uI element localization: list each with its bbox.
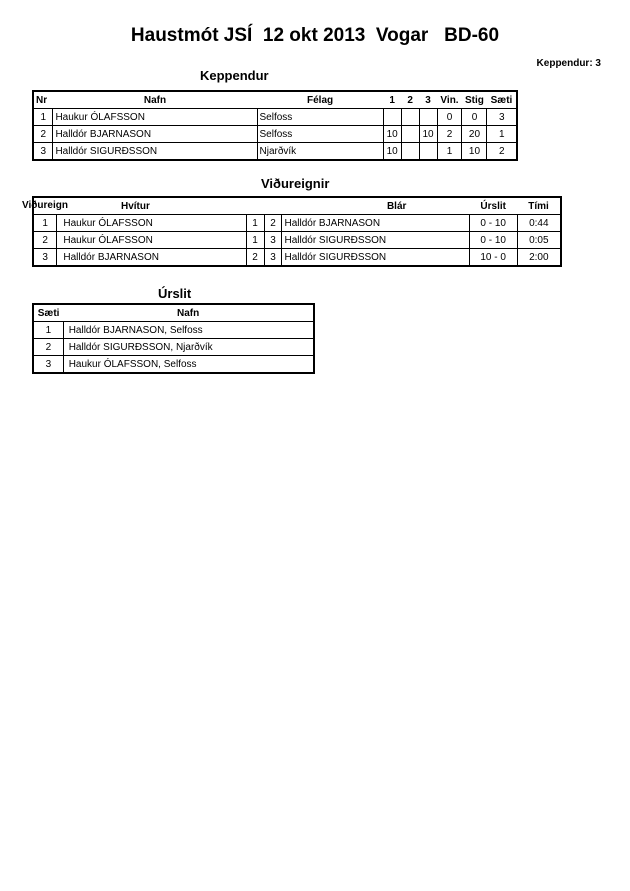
player-round-3: 10: [419, 126, 437, 143]
player-place: 1: [487, 126, 517, 143]
result-rank: 3: [33, 356, 63, 374]
game-result: 0 - 10: [469, 232, 517, 249]
col-header-club: Félag: [307, 94, 334, 106]
col-header-match-label: Viðureign: [22, 200, 68, 211]
results-table: [32, 303, 315, 374]
game-time: 2:00: [517, 249, 561, 267]
player-wins: 1: [437, 143, 462, 161]
player-nr: 3: [33, 143, 53, 161]
player-round-1: 10: [383, 143, 401, 161]
col-header-nr: Nr: [36, 94, 48, 106]
result-name: Halldór BJARNASON, Selfoss: [63, 322, 314, 339]
blue-nr: 3: [264, 249, 282, 267]
table-row: [33, 143, 517, 161]
players-table: [32, 90, 518, 161]
table-row: [33, 215, 561, 232]
player-club: Selfoss: [257, 126, 383, 143]
player-name: Haukur ÓLAFSSON: [53, 109, 257, 126]
player-points: 10: [462, 143, 487, 161]
game-nr: 3: [33, 249, 57, 267]
white-player: Halldór BJARNASON: [57, 249, 246, 267]
col-header-place: Sæti: [490, 94, 513, 106]
player-round-3: [419, 143, 437, 161]
col-header-blue: Blár: [386, 200, 407, 212]
result-rank: 2: [33, 339, 63, 356]
white-nr: 2: [246, 249, 264, 267]
col-header-points: Stig: [465, 94, 484, 106]
white-nr: 1: [246, 215, 264, 232]
player-round-2: [401, 126, 419, 143]
games-heading: Viðureignir: [261, 176, 330, 191]
table-row: [33, 356, 314, 374]
col-header-name: Nafn: [143, 94, 167, 106]
col-header-round-3: 3: [425, 94, 431, 106]
player-place: 3: [487, 109, 517, 126]
col-header-round-1: 1: [389, 94, 395, 106]
blue-player: Halldór SIGURÐSSON: [282, 249, 469, 267]
player-nr: 1: [33, 109, 53, 126]
table-row: [33, 339, 314, 356]
white-nr: 1: [246, 232, 264, 249]
white-player: Haukur ÓLAFSSON: [57, 215, 246, 232]
player-wins: 0: [437, 109, 462, 126]
games-table: [22, 196, 562, 267]
player-name: Halldór BJARNASON: [53, 126, 257, 143]
player-round-1: 10: [383, 126, 401, 143]
player-round-2: [401, 143, 419, 161]
result-name: Halldór SIGURÐSSON, Njarðvík: [63, 339, 314, 356]
participant-count: Keppendur: 3: [536, 58, 601, 69]
player-place: 2: [487, 143, 517, 161]
games-header-row: [33, 197, 561, 215]
blue-player: Halldór BJARNASON: [282, 215, 469, 232]
col-header-name: Nafn: [176, 307, 200, 319]
table-row: [33, 232, 561, 249]
col-header-result: Úrslit: [480, 200, 506, 212]
result-name: Haukur ÓLAFSSON, Selfoss: [63, 356, 314, 374]
game-nr: 2: [33, 232, 57, 249]
table-row: [33, 249, 561, 267]
results-heading: Úrslit: [158, 286, 192, 301]
game-result: 10 - 0: [469, 249, 517, 267]
player-round-1: [383, 109, 401, 126]
player-club: Selfoss: [257, 109, 383, 126]
player-points: 0: [462, 109, 487, 126]
game-time: 0:05: [517, 232, 561, 249]
player-points: 20: [462, 126, 487, 143]
col-header-wins: Vin.: [440, 94, 459, 106]
col-header-white: Hvítur: [121, 201, 150, 212]
white-player: Haukur ÓLAFSSON: [57, 232, 246, 249]
results-header-row: [33, 304, 314, 322]
player-name: Halldór SIGURÐSSON: [53, 143, 257, 161]
col-header-match: [22, 197, 246, 215]
player-round-3: [419, 109, 437, 126]
game-time: 0:44: [517, 215, 561, 232]
player-wins: 2: [437, 126, 462, 143]
players-heading: Keppendur: [200, 68, 269, 83]
table-row: [33, 126, 517, 143]
game-nr: 1: [33, 215, 57, 232]
player-round-2: [401, 109, 419, 126]
page-title: Haustmót JSÍ 12 okt 2013 Vogar BD-60: [130, 25, 500, 46]
result-rank: 1: [33, 322, 63, 339]
player-nr: 2: [33, 126, 53, 143]
col-header-rank: Sæti: [37, 307, 60, 319]
players-header-row: [33, 91, 517, 109]
col-header-round-2: 2: [407, 94, 413, 106]
blue-nr: 2: [264, 215, 282, 232]
blue-player: Halldór SIGURÐSSON: [282, 232, 469, 249]
table-row: [33, 109, 517, 126]
player-club: Njarðvík: [257, 143, 383, 161]
game-result: 0 - 10: [469, 215, 517, 232]
table-row: [33, 322, 314, 339]
col-header-time: Tími: [528, 200, 549, 212]
blue-nr: 3: [264, 232, 282, 249]
